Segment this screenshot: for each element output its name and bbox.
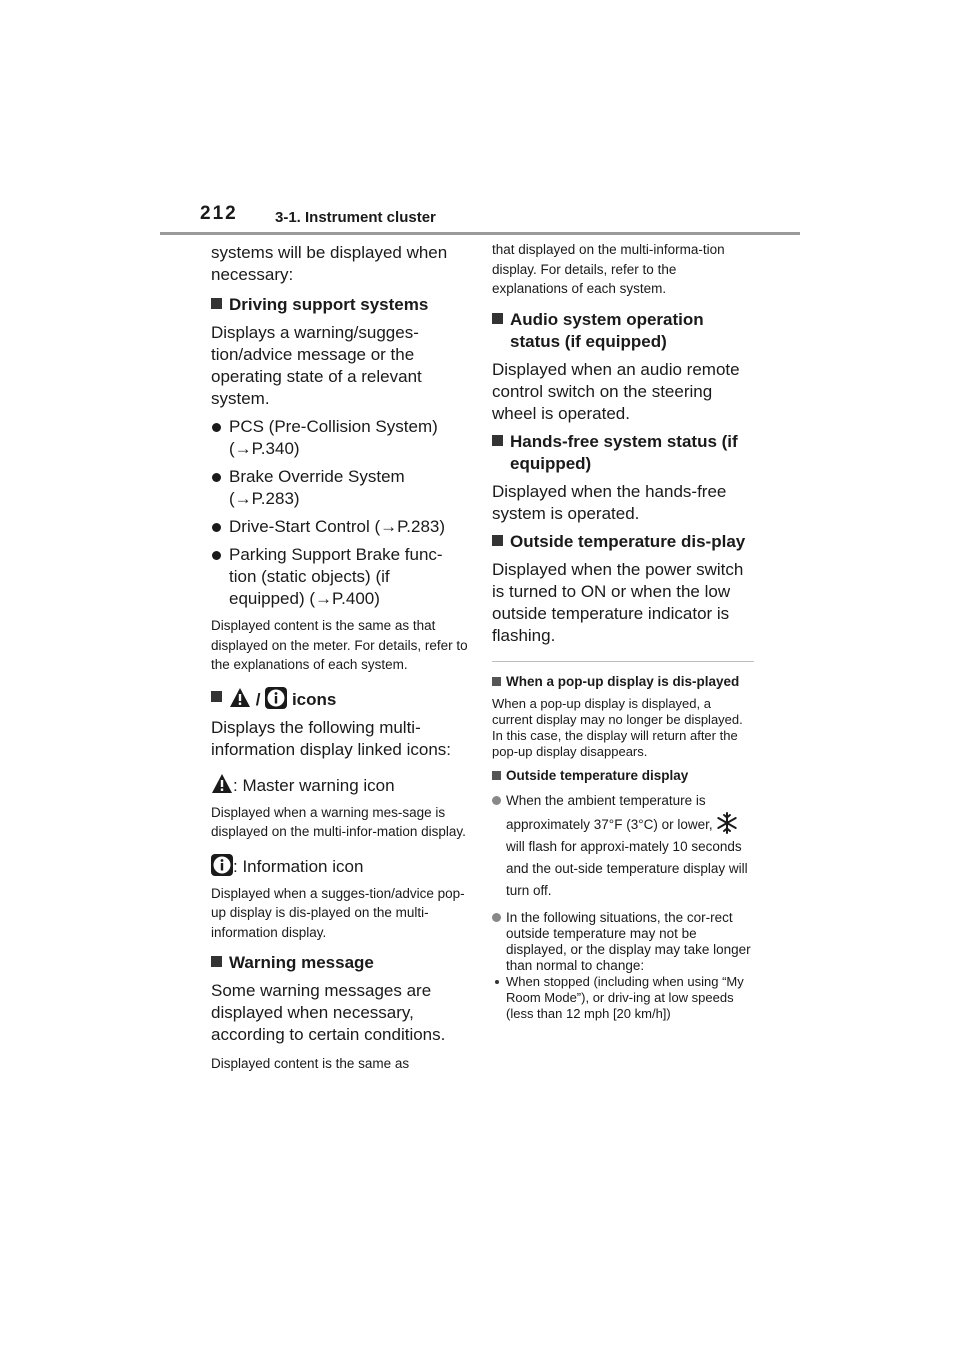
list-item: Brake Override System (→P.283)	[211, 466, 469, 510]
information-label: : Information icon	[211, 854, 469, 878]
list-item: Drive-Start Control (→P.283)	[211, 516, 469, 538]
information-icon	[265, 687, 287, 709]
audio-status-heading: Audio system operation status (if equipped)	[492, 309, 754, 353]
square-bullet-icon	[211, 298, 222, 309]
driving-support-heading: Driving support systems	[211, 294, 469, 316]
bullet-dot-icon	[212, 523, 221, 532]
page-reference-link[interactable]: (→P.340)	[229, 439, 300, 458]
list-item: When stopped (including when using “My Room Mode”), or driv-ing at low speeds (less than 12 mph [20 km/h])	[492, 974, 754, 1022]
audio-status-description: Displayed when an audio remote control switch on the steering wheel is operated.	[492, 359, 740, 423]
icons-heading: / icons	[211, 687, 469, 711]
warning-message-description: Some warning messages are displayed when necessary, according to certain conditions.	[211, 981, 446, 1044]
intro-text: systems will be displayed when necessary:	[211, 243, 448, 284]
continued-note: that displayed on the multi-informa-tion display. For details, refer to the explanations of each system.	[492, 242, 725, 296]
warning-message-heading: Warning message	[211, 952, 469, 974]
left-column	[211, 240, 469, 1074]
section-divider	[492, 661, 754, 662]
circle-bullet-icon	[492, 796, 501, 805]
section-title: 3-1. Instrument cluster	[275, 209, 436, 226]
bullet-dot-icon	[212, 473, 221, 482]
outside-display-heading: Outside temperature display	[492, 768, 754, 784]
driving-support-note: Displayed content is the same as that displayed on the meter. For details, refer to the explanations of each system.	[211, 618, 468, 672]
list-item: In the following situations, the cor-rect outside temperature may not be displayed, or the display may take longer than normal to change:	[492, 910, 754, 974]
square-bullet-icon	[492, 677, 501, 686]
bullet-dot-icon	[212, 551, 221, 560]
bullet-dot-icon	[212, 423, 221, 432]
master-warning-label: : Master warning icon	[211, 773, 469, 797]
popup-heading: When a pop-up display is dis-played	[492, 674, 754, 690]
popup-description: When a pop-up display is displayed, a current display may no longer be displayed. In this case, the display will return after the pop-up display disappears.	[492, 695, 743, 759]
outside-temp-heading: Outside temperature dis-play	[492, 531, 754, 553]
master-warning-note: Displayed when a warning mes-sage is displayed on the multi-infor-mation display.	[211, 804, 466, 839]
list-item: PCS (Pre-Collision System) (→P.340)	[211, 416, 469, 460]
icons-description: Displays the following multi-information display linked icons:	[211, 717, 452, 759]
list-item: When the ambient temperature is approximately 37°F (3°C) or lower, will flash for approxi-mately 10 seconds and the out-side temperature display will turn off.	[492, 790, 754, 902]
handsfree-status-description: Displayed when the hands-free system is operated.	[492, 481, 727, 523]
header-rule	[160, 232, 800, 235]
right-column	[492, 240, 754, 1022]
information-icon	[211, 854, 233, 876]
square-bullet-icon	[492, 313, 503, 324]
driving-support-description: Displays a warning/sugges-tion/advice message or the operating state of a relevant system.	[211, 323, 422, 408]
page-reference-link[interactable]: (→P.283)	[229, 489, 300, 508]
master-warning-icon	[211, 773, 233, 795]
square-bullet-icon	[492, 535, 503, 546]
square-bullet-icon	[492, 771, 501, 780]
master-warning-icon	[229, 687, 251, 709]
square-bullet-icon	[211, 691, 222, 702]
handsfree-status-heading: Hands-free system status (if equipped)	[492, 431, 754, 475]
information-note: Displayed when a sugges-tion/advice pop-up display is dis-played on the multi-information display.	[211, 885, 465, 940]
snowflake-icon	[716, 812, 738, 834]
outside-temp-description: Displayed when the power switch is turned to ON or when the low outside temperature indicator is flashing.	[492, 559, 744, 645]
list-item: Parking Support Brake func-tion (static objects) (if equipped) (→P.400)	[211, 544, 469, 610]
circle-bullet-icon	[492, 913, 501, 922]
bullet-dot-icon	[495, 980, 499, 984]
page-number: 212	[200, 203, 238, 224]
square-bullet-icon	[211, 956, 222, 967]
square-bullet-icon	[492, 435, 503, 446]
warning-message-note: Displayed content is the same as	[211, 1056, 410, 1071]
